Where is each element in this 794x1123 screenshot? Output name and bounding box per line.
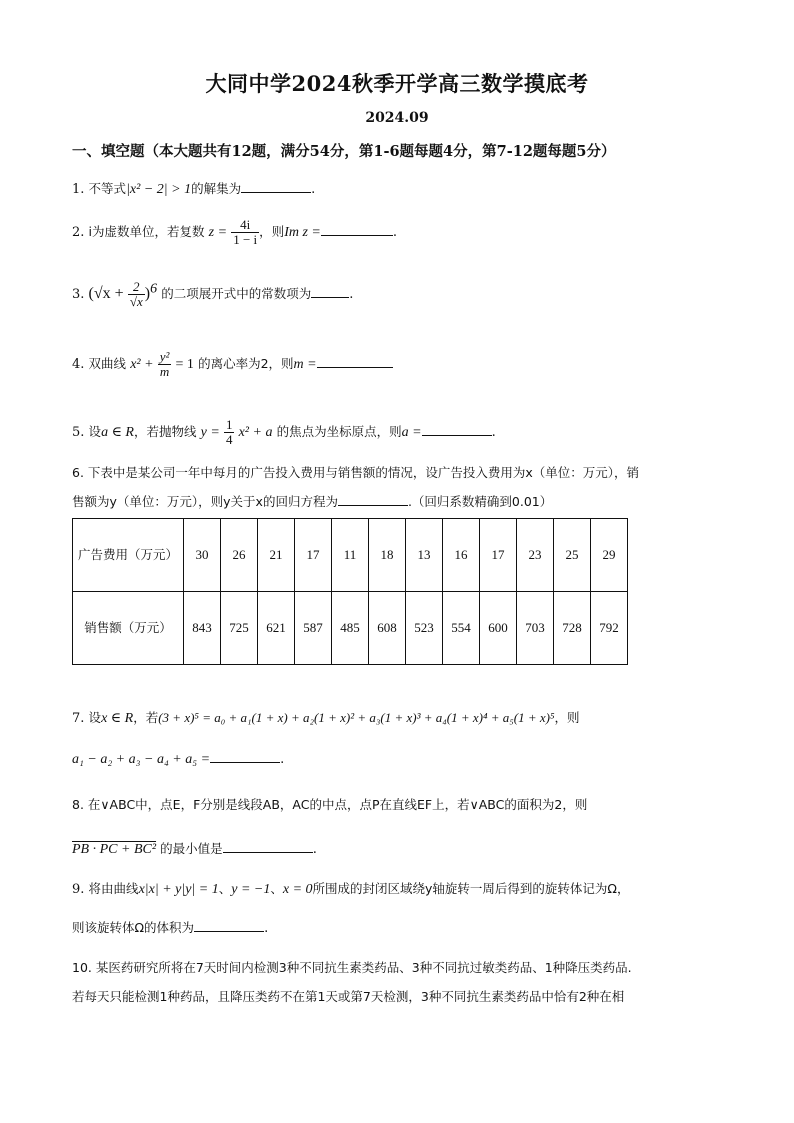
table-cell: 30: [184, 519, 221, 592]
question-1: 1. 不等式|x² − 2| > 1的解集为 .: [72, 178, 315, 198]
table-row: [73, 519, 628, 592]
question-9-line2: 则该旋转体Ω的体积为 .: [72, 917, 268, 936]
q1-inequality: |x² − 2| > 1: [126, 182, 192, 197]
question-7-line2: a₁ − a₂ + a₃ − a₄ + a₅ = .: [72, 748, 284, 768]
table-cell: 11: [332, 519, 369, 592]
row-header: 广告费用（万元）: [73, 519, 184, 592]
answer-blank: [311, 283, 349, 298]
question-4: 4. 双曲线 x² + $\frac{\text{y²}}{m}$ = 1 的离心率为2，则m =: [72, 350, 393, 379]
table-cell: 25: [554, 519, 591, 592]
answer-blank: [223, 838, 313, 853]
table-cell: 792: [591, 592, 628, 665]
question-6: 6. 下表中是某公司一年中每月的广告投入费用与销售额的情况，设广告投入费用为x（单位：万元），销 售额为y（单位：万元），则y关于x的回归方程为 .（回归系数精确到0.01）: [72, 465, 640, 509]
q2-fraction: $\frac{4i}{1 - i}$: [233, 217, 258, 247]
table-cell: 17: [480, 519, 517, 592]
table-cell: 608: [369, 592, 406, 665]
table-cell: 600: [480, 592, 517, 665]
question-5: 5. 设a ∈ R，若抛物线 y = $\frac{1}{4}$ x² + a 的焦点为坐标原点，则a = .: [72, 417, 496, 447]
question-9: 9. 将由曲线x|x| + y|y| = 1、y = −1、x = 0所围成的封闭区域绕y轴旋转一周后得到的旋转体记为Ω，: [72, 881, 630, 897]
table-cell: 554: [443, 592, 480, 665]
row-header: 销售额（万元）: [73, 592, 184, 665]
question-2: 2. i为虚数单位，若复数 z = $\frac{4i}{1 - i}$ ，则Im z = .: [72, 217, 397, 247]
table-cell: 523: [406, 592, 443, 665]
table-cell: 703: [517, 592, 554, 665]
table-cell: 621: [258, 592, 295, 665]
section-heading: 一、填空题（本大题共有12题，满分54分，第1-6题每题4分，第7-12题每题5分）: [72, 143, 616, 160]
q4-fraction: $\frac{\text{y²}}{m}$: [159, 349, 170, 379]
table-cell: 587: [295, 592, 332, 665]
question-7: 7. 设x ∈ R，若(3 + x)⁵ = a₀ + a₁(1 + x) + a₂(1 + x)² + a₃(1 + x)³ + a₄(1 + x)⁴ + a₅(1 + x)⁵，则: [72, 710, 580, 726]
table-cell: 29: [591, 519, 628, 592]
data-table: [72, 518, 628, 665]
q8-vector-expression: PB · PC + BC²: [72, 842, 157, 857]
table-cell: 18: [369, 519, 406, 592]
table-row: [73, 592, 628, 665]
table-cell: 843: [184, 592, 221, 665]
table-cell: 23: [517, 519, 554, 592]
answer-blank: [317, 353, 393, 368]
answer-blank: [338, 491, 408, 506]
answer-blank: [210, 748, 280, 763]
answer-blank: [241, 178, 311, 193]
exam-date: 2024.09: [365, 110, 429, 126]
table-cell: 485: [332, 592, 369, 665]
question-8: 8. 在∨ABC中，点E，F分别是线段AB，AC的中点，点P在直线EF上，若∨ABC的面积为2，则: [72, 797, 588, 812]
q7-expansion: (3 + x)⁵ = a₀ + a₁(1 + x) + a₂(1 + x)² + a₃(1 + x)³ + a₄(1 + x)⁴ + a₅(1 + x)⁵: [158, 710, 555, 725]
page-title: 大同中学2024秋季开学高三数学摸底考: [205, 71, 589, 96]
table-cell: 26: [221, 519, 258, 592]
table-cell: 13: [406, 519, 443, 592]
table-cell: 21: [258, 519, 295, 592]
q3-fraction: $\frac{2}{√x}$: [129, 279, 143, 309]
answer-blank: [321, 221, 393, 236]
table-cell: 16: [443, 519, 480, 592]
question-3: 3. (√x + $\frac{2}{√x}$ )$^6$ 的二项展开式中的常数项为 .: [72, 279, 354, 309]
q5-fraction: $\frac{1}{4}$: [225, 417, 233, 447]
table-cell: 728: [554, 592, 591, 665]
table-cell: 725: [221, 592, 258, 665]
answer-blank: [422, 421, 492, 436]
question-10: 10. 某医药研究所将在7天时间内检测3种不同抗生素类药品、3种不同抗过敏类药品、1种降压类药品. 若每天只能检测1种药品，且降压类药不在第1天或第7天检测，3种不同抗生素类药品中恰有2种在相: [72, 960, 632, 1004]
question-8-line2: PB · PC + BC² 的最小值是 .: [72, 838, 317, 858]
answer-blank: [194, 917, 264, 932]
table-cell: 17: [295, 519, 332, 592]
